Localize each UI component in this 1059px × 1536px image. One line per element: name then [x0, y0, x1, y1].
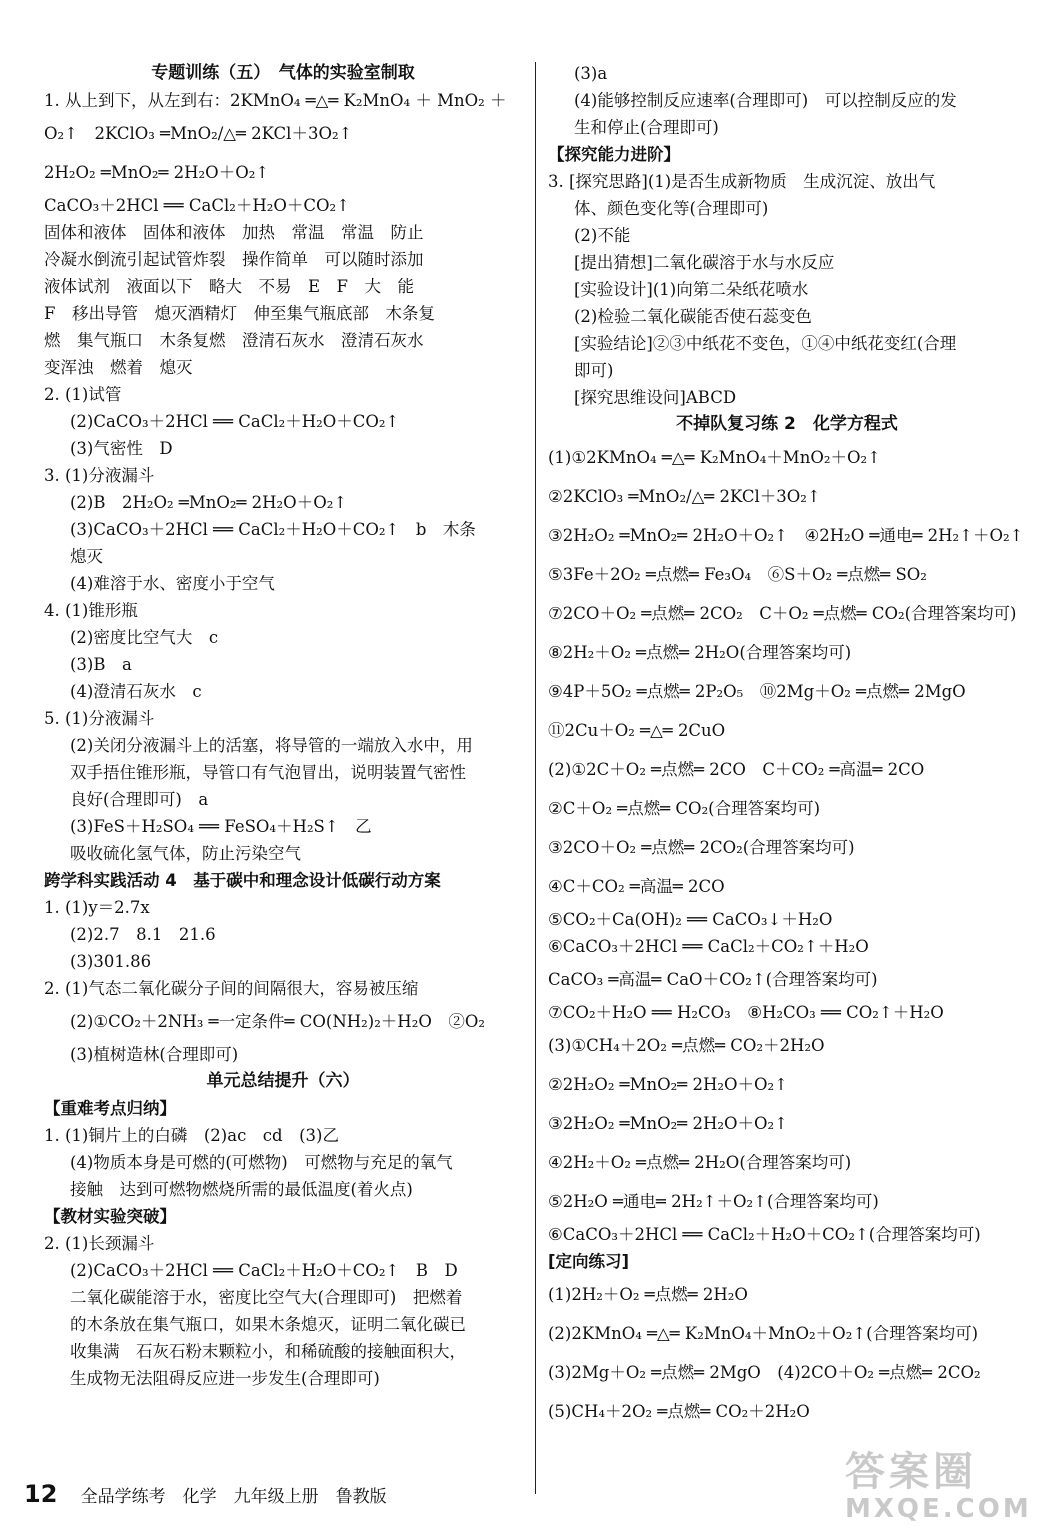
answer-line: ③2H₂O₂ ═MnO₂═ 2H₂O＋O₂↑ [548, 1114, 788, 1133]
answer-line: 2. (1)试管 [44, 385, 122, 404]
answer-line: (2)2.7 8.1 21.6 [70, 925, 216, 944]
answer-line: 收集满 石灰石粉末颗粒小，和稀硫酸的接触面积大， [70, 1342, 466, 1361]
answer-line: 跨学科实践活动 4 基于碳中和理念设计低碳行动方案 [44, 871, 441, 890]
answer-line: (3)植树造林(合理即可) [70, 1045, 239, 1064]
answer-line: 3. (1)分液漏斗 [44, 466, 155, 485]
answer-line: ⑧2H₂＋O₂ ═点燃═ 2H₂O(合理答案均可) [548, 643, 852, 662]
answer-line: 1. 从上到下，从左到右：2KMnO₄ ═△═ K₂MnO₄ ＋ MnO₂ ＋ [44, 91, 507, 110]
answer-line: (3)a [574, 64, 608, 83]
answer-line: (2)①CO₂＋2NH₃ ═一定条件═ CO(NH₂)₂＋H₂O ②O₂ [70, 1012, 485, 1031]
answer-line: 熄灭 [70, 547, 103, 566]
book-info: 全品学练考 化学 九年级上册 鲁教版 [80, 1487, 387, 1507]
answer-line: 冷凝水倒流引起试管炸裂 操作简单 可以随时添加 [44, 250, 424, 269]
answer-line: ⑦CO₂＋H₂O ══ H₂CO₃ ⑧H₂CO₃ ══ CO₂↑＋H₂O [548, 1003, 944, 1022]
answer-line: 2H₂O₂ ═MnO₂═ 2H₂O＋O₂↑ [44, 163, 270, 182]
answer-line: 固体和液体 固体和液体 加热 常温 常温 防止 [44, 223, 424, 242]
answer-line: ⑦2CO＋O₂ ═点燃═ 2CO₂ C＋O₂ ═点燃═ CO₂(合理答案均可) [548, 604, 1017, 623]
answer-line: (3)FeS＋H₂SO₄ ══ FeSO₄＋H₂S↑ 乙 [70, 817, 372, 836]
answer-line: (2)密度比空气大 c [70, 628, 219, 647]
answer-line: 2. (1)气态二氧化碳分子间的间隔很大，容易被压缩 [44, 979, 419, 998]
answer-line: (2)检验二氧化碳能否使石蕊变色 [574, 307, 812, 326]
answer-line: (3)气密性 D [70, 439, 173, 458]
answer-line: 【重难考点归纳】 [44, 1099, 176, 1118]
answer-line: (4)物质本身是可燃的(可燃物) 可燃物与充足的氧气 [70, 1153, 453, 1172]
answer-line: (1)2H₂＋O₂ ═点燃═ 2H₂O [548, 1285, 748, 1304]
answer-line: 体、颜色变化等(合理即可) [574, 199, 769, 218]
answer-line: (2)①2C＋O₂ ═点燃═ 2CO C＋CO₂ ═高温═ 2CO [548, 760, 925, 779]
answer-line: 3. [探究思路](1)是否生成新物质 生成沉淀、放出气 [548, 172, 936, 191]
answer-line: F 移出导管 熄灭酒精灯 伸至集气瓶底部 木条复 [44, 304, 435, 323]
answer-line: 接触 达到可燃物燃烧所需的最低温度(着火点) [70, 1180, 413, 1199]
answer-line: 4. (1)锥形瓶 [44, 601, 138, 620]
answer-line: (3)301.86 [70, 952, 152, 971]
answer-line: ⑤2H₂O ═通电═ 2H₂↑＋O₂↑(合理答案均可) [548, 1192, 879, 1211]
watermark [845, 1450, 1035, 1528]
answer-line: (4)澄清石灰水 c [70, 682, 202, 701]
answer-line: 5. (1)分液漏斗 [44, 709, 155, 728]
column-divider [535, 62, 536, 1494]
answer-line: ④2H₂＋O₂ ═点燃═ 2H₂O(合理答案均可) [548, 1153, 852, 1172]
answer-line: O₂↑ 2KClO₃ ═MnO₂/△═ 2KCl＋3O₂↑ [44, 124, 353, 143]
answer-line: (2)CaCO₃＋2HCl ══ CaCl₂＋H₂O＋CO₂↑ [70, 412, 400, 431]
answer-line: (4)难溶于水、密度小于空气 [70, 574, 275, 593]
answer-line: ②2H₂O₂ ═MnO₂═ 2H₂O＋O₂↑ [548, 1075, 788, 1094]
answer-line: (3)①CH₄＋2O₂ ═点燃═ CO₂＋2H₂O [548, 1036, 825, 1055]
answer-line: ②2KClO₃ ═MnO₂/△═ 2KCl＋3O₂↑ [548, 487, 821, 506]
answer-line: 1. (1)y＝2.7x [44, 898, 150, 917]
answer-line: [提出猜想]二氧化碳溶于水与水反应 [574, 253, 835, 272]
answer-line: 良好(合理即可) a [70, 790, 209, 809]
answer-line: ⑥CaCO₃＋2HCl ══ CaCl₂＋H₂O＋CO₂↑(合理答案均可) [548, 1225, 981, 1244]
answer-line: (2)2KMnO₄ ═△═ K₂MnO₄＋MnO₂＋O₂↑(合理答案均可) [548, 1324, 979, 1343]
answer-line: (2)不能 [574, 226, 631, 245]
answer-line: [实验结论]②③中纸花不变色，①④中纸花变红(合理 [574, 334, 957, 353]
answer-line: (2)CaCO₃＋2HCl ══ CaCl₂＋H₂O＋CO₂↑ B D [70, 1261, 458, 1280]
answer-line: ④C＋CO₂ ═高温═ 2CO [548, 877, 725, 896]
answer-line: 即可) [574, 361, 614, 380]
answer-line: [实验设计](1)向第二朵纸花喷水 [574, 280, 809, 299]
right-column [548, 60, 1026, 1431]
answer-line: 【探究能力进阶】 [548, 145, 680, 164]
answer-line: ⑥CaCO₃＋2HCl ══ CaCl₂＋CO₂↑＋H₂O [548, 937, 869, 956]
answer-line: (3)B a [70, 655, 132, 674]
answer-line: (2)B 2H₂O₂ ═MnO₂═ 2H₂O＋O₂↑ [70, 493, 348, 512]
answer-line: ⑤CO₂＋Ca(OH)₂ ══ CaCO₃↓＋H₂O [548, 910, 833, 929]
answer-line: 2. (1)长颈漏斗 [44, 1234, 155, 1253]
answer-line: ⑤3Fe＋2O₂ ═点燃═ Fe₃O₄ ⑥S＋O₂ ═点燃═ SO₂ [548, 565, 927, 584]
answer-line: (1)①2KMnO₄ ═△═ K₂MnO₄＋MnO₂＋O₂↑ [548, 448, 881, 467]
page-number: 12 [24, 1480, 58, 1508]
answer-line: 不掉队复习练 2 化学方程式 [676, 414, 898, 434]
page-footer [24, 1480, 387, 1508]
answer-line: ③2CO＋O₂ ═点燃═ 2CO₂(合理答案均可) [548, 838, 855, 857]
answer-line: 单元总结提升（六） [206, 1071, 360, 1091]
answer-line: 二氧化碳能溶于水，密度比空气大(合理即可) 把燃着 [70, 1288, 463, 1307]
answer-line: 生成物无法阻碍反应进一步发生(合理即可) [70, 1369, 380, 1388]
answer-line: 的木条放在集气瓶口，如果木条熄灭，证明二氧化碳已 [70, 1315, 466, 1334]
left-column [44, 60, 522, 1392]
answer-line: 专题训练（五） 气体的实验室制取 [151, 63, 415, 83]
answer-line: 【教材实验突破】 [44, 1207, 176, 1226]
answer-line: (5)CH₄＋2O₂ ═点燃═ CO₂＋2H₂O [548, 1402, 810, 1421]
answer-line: CaCO₃ ═高温═ CaO＋CO₂↑(合理答案均可) [548, 970, 878, 989]
answer-line: (3)2Mg＋O₂ ═点燃═ 2MgO (4)2CO＋O₂ ═点燃═ 2CO₂ [548, 1363, 981, 1382]
answer-line: (4)能够控制反应速率(合理即可) 可以控制反应的发 [574, 91, 957, 110]
watermark-title: 答案圈 [845, 1449, 977, 1495]
answer-line: (2)关闭分液漏斗上的活塞，将导管的一端放入水中，用 [70, 736, 473, 755]
answer-line: ⑨4P＋5O₂ ═点燃═ 2P₂O₅ ⑩2Mg＋O₂ ═点燃═ 2MgO [548, 682, 966, 701]
answer-line: [探究思维设问]ABCD [574, 388, 737, 407]
answer-line: 1. (1)铜片上的白磷 (2)ac cd (3)乙 [44, 1126, 339, 1145]
answer-line: 液体试剂 液面以下 略大 不易 E F 大 能 [44, 277, 414, 296]
answer-line: 变浑浊 燃着 熄灭 [44, 358, 193, 377]
answer-line: CaCO₃＋2HCl ══ CaCl₂＋H₂O＋CO₂↑ [44, 196, 350, 215]
answer-line: 燃 集气瓶口 木条复燃 澄清石灰水 澄清石灰水 [44, 331, 424, 350]
answer-line: 吸收硫化氢气体，防止污染空气 [70, 844, 301, 863]
answer-line: [定向练习] [548, 1252, 630, 1271]
answer-line: (3)CaCO₃＋2HCl ══ CaCl₂＋H₂O＋CO₂↑ b 木条 [70, 520, 476, 539]
answer-line: ③2H₂O₂ ═MnO₂═ 2H₂O＋O₂↑ ④2H₂O ═通电═ 2H₂↑＋O₂↑ [548, 526, 1024, 545]
answer-line: ⑪2Cu＋O₂ ═△═ 2CuO [548, 721, 726, 740]
watermark-url: MXQE.COM [845, 1494, 1032, 1524]
answer-line: ②C＋O₂ ═点燃═ CO₂(合理答案均可) [548, 799, 821, 818]
answer-line: 双手捂住锥形瓶，导管口有气泡冒出，说明装置气密性 [70, 763, 466, 782]
answer-line: 生和停止(合理即可) [574, 118, 719, 137]
